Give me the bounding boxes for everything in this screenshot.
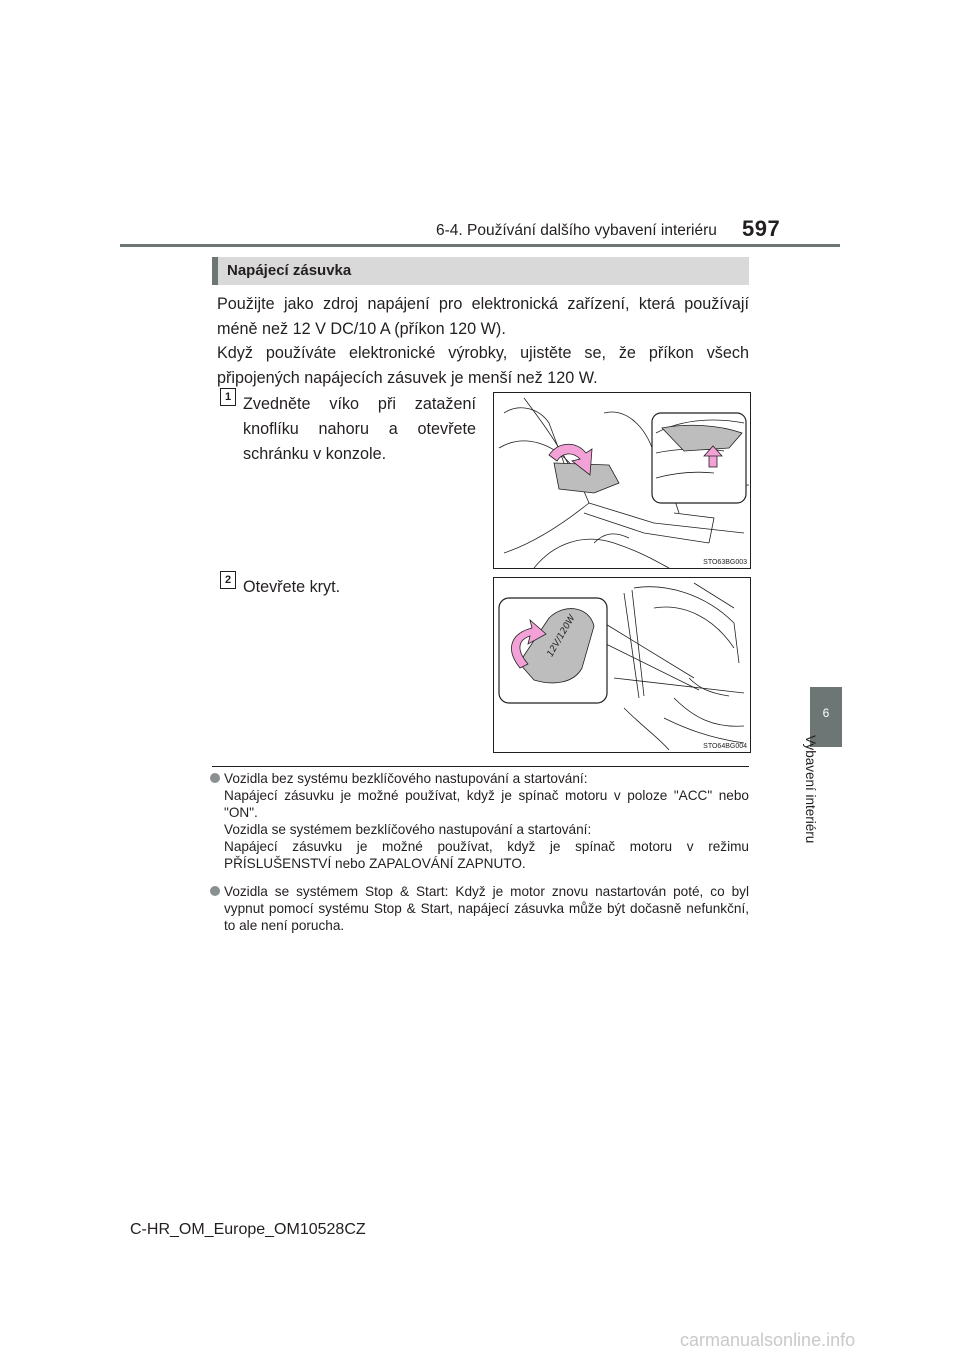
note-line: Vozidla bez systému bezklíčového nastupování a startování: (224, 771, 588, 786)
step-text: Zvedněte víko při zatažení knoflíku nahoru a otevřete schránku v konzole. (243, 395, 476, 463)
figure-code: STO63BG003 (703, 559, 747, 566)
section-heading-bar (212, 257, 218, 285)
note-item (224, 884, 749, 935)
intro-paragraph: Když používáte elektronické výrobky, ujistěte se, že příkon všech připojených napájecích zásuvek je menší než 120 W. (217, 344, 749, 387)
document-code: C-HR_OM_Europe_OM10528CZ (130, 1221, 366, 1238)
section-heading (212, 257, 749, 285)
notes-divider (212, 766, 749, 767)
figure-console-box (493, 392, 751, 569)
figure-power-outlet (493, 577, 751, 753)
console-illustration (494, 393, 750, 568)
chapter-tab-number: 6 (822, 706, 830, 720)
figure-code: STO64BG004 (703, 743, 747, 750)
watermark: carmanualsonline.info (680, 1330, 856, 1350)
cover-label: 12V/120W (545, 613, 578, 659)
knob-arrow (709, 455, 717, 467)
bullet-icon (210, 773, 220, 783)
intro-paragraph: Použijte jako zdroj napájení pro elektronická zařízení, která používají méně než 12 V DC/10 A (příkon 120 W). (217, 295, 749, 338)
step-number: 2 (220, 571, 236, 589)
note-line: Vozidla se systémem bezklíčového nastupování a startování: (224, 821, 592, 837)
step-text: Otevřete kryt. (243, 578, 341, 596)
page-number: 597 (742, 216, 781, 241)
note-line: Napájecí zásuvku je možné používat, když je spínač motoru v režimu PŘÍSLUŠENSTVÍ nebo ZAPALOVÁNÍ ZAPNUTO. (224, 838, 749, 871)
chapter-side-label: Vybavení interiéru (803, 735, 818, 844)
note-line: Vozidla se systémem Stop & Start: Když je motor znovu nastartován poté, co byl vypnut pomocí systému Stop & Start, napájecí zásuvka může být dočasně nefunkční, to ale není porucha. (224, 884, 749, 933)
header-divider (120, 244, 840, 247)
section-title: Napájecí zásuvka (227, 262, 352, 279)
bullet-icon (210, 886, 220, 896)
step-number: 1 (220, 388, 236, 406)
note-line: Napájecí zásuvku je možné používat, když je spínač motoru v poloze "ACC" nebo "ON". (224, 787, 749, 820)
note-item (224, 771, 749, 872)
chapter-title: 6-4. Používání dalšího vybavení interiéru (436, 222, 717, 239)
outlet-illustration (494, 578, 750, 752)
